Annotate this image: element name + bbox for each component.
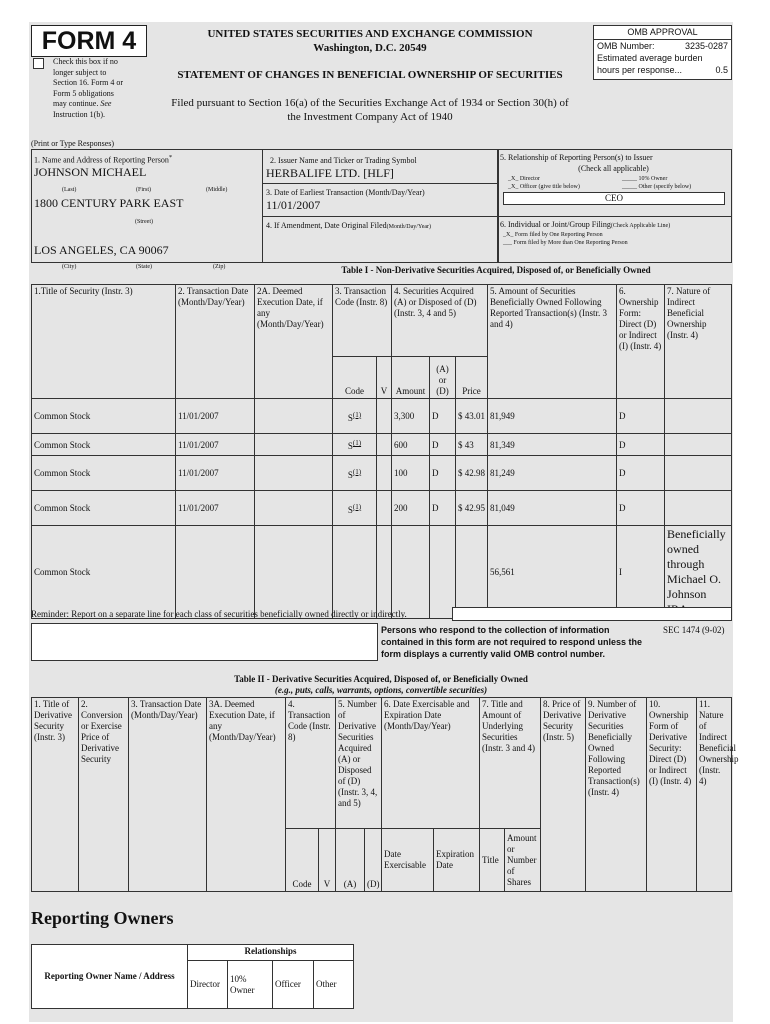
t2-h-code: 4. Transaction Code (Instr. 8) — [286, 698, 336, 829]
cell-nature — [665, 491, 732, 526]
cell-owned: 81,249 — [488, 456, 617, 491]
cell-security: Common Stock — [32, 526, 176, 619]
table-row — [32, 434, 732, 456]
form-title: FORM 4 — [31, 25, 147, 57]
t2-h-title-sub: Title — [480, 829, 505, 892]
cell-security: Common Stock — [32, 456, 176, 491]
ro-relationships-header: Relationships — [188, 945, 354, 961]
cell-code: $S^{(1)}$ — [333, 456, 377, 491]
commission-location: Washington, D.C. 20549 — [313, 42, 427, 54]
t1-h-amount: Amount — [392, 357, 430, 399]
persons-notice: Persons who respond to the collection of information contained in this form are not required to respond unless the form displays a currently valid OMB control number. — [381, 625, 643, 659]
table2-subtitle: (e.g., puts, calls, warrants, options, convertible securities) — [274, 685, 488, 695]
t1-h-ownership: 6. Ownership Form: Direct (D) or Indirect (I) (Instr. 4) — [617, 285, 665, 399]
first-label: (First) — [136, 187, 151, 193]
box5-check-all: (Check all applicable) — [578, 164, 649, 173]
table-row — [32, 456, 732, 491]
cell-security: Common Stock — [32, 491, 176, 526]
table1-non-derivative — [31, 284, 732, 619]
checkbox-instruction: Check this box if no longer subject to Section 16. Form 4 or Form 5 obligations may continue. See Instruction 1(b). — [53, 57, 123, 119]
middle-label: (Middle) — [206, 187, 228, 193]
t1-h-code: 3. Transaction Code (Instr. 8) — [333, 285, 392, 357]
reporting-owners-table — [31, 944, 354, 1009]
t2-h-expiration: Expiration Date — [434, 829, 480, 892]
t1-h-title: 1.Title of Security (Instr. 3) — [32, 285, 176, 399]
zip-label: (Zip) — [213, 264, 226, 270]
reminder-text: Reminder: Report on a separate line for each class of securities beneficially owned directly or indirectly. — [31, 609, 407, 619]
table1-title: Table I - Non-Derivative Securities Acquired, Disposed of, or Beneficially Owned — [341, 265, 651, 275]
reporting-person-city: LOS ANGELES, CA 90067 — [34, 243, 169, 257]
t1-h-amount-owned: 5. Amount of Securities Beneficially Owned Following Reported Transaction(s) (Instr. 3 and 4) — [488, 285, 617, 399]
omb-title: OMB APPROVAL — [594, 26, 731, 40]
cell-ad: D — [430, 456, 456, 491]
city-label: (City) — [62, 264, 77, 270]
t1-h-v: V — [377, 357, 392, 399]
t2-h-date: 3. Transaction Date (Month/Day/Year) — [129, 698, 207, 892]
table-row — [32, 491, 732, 526]
table2-title: Table II - Derivative Securities Acquired, Disposed of, or Beneficially Owned — [234, 674, 528, 684]
cell-owned: 56,561 — [488, 526, 617, 619]
cell-price: $ 42.95 — [456, 491, 488, 526]
box3-label: 3. Date of Earliest Transaction (Month/Day/Year) — [266, 188, 425, 197]
box4-label: 4. If Amendment, Date Original Filed(Month/Day/Year) — [266, 221, 432, 230]
statement-title: STATEMENT OF CHANGES IN BENEFICIAL OWNERSHIP OF SECURITIES — [177, 69, 563, 81]
box2-label: 2. Issuer Name and Ticker or Trading Symbol — [270, 156, 417, 165]
t1-h-aord: (A) or (D) — [430, 357, 456, 399]
omb-number-label: OMB Number: — [597, 41, 655, 51]
t1-h-securities: 4. Securities Acquired (A) or Disposed of (D) (Instr. 3, 4 and 5) — [392, 285, 488, 357]
omb-burden-label: Estimated average burden — [597, 53, 703, 63]
cell-form: I — [617, 526, 665, 619]
reminder-box — [452, 607, 732, 621]
ten-pct-owner-checkbox[interactable]: _____ 10% Owner — [622, 176, 668, 182]
footnote-link[interactable]: (1) — [352, 439, 362, 447]
t1-h-price: Price — [456, 357, 488, 399]
officer-checkbox[interactable]: _X_ Officer (give title below) — [508, 184, 580, 190]
cell-owned: 81,949 — [488, 399, 617, 434]
cell-date: 11/01/2007 — [176, 434, 255, 456]
t2-h-date-exercisable: Date Exercisable — [382, 829, 434, 892]
t2-h-nature: 11. Nature of Indirect Beneficial Ownership (Instr. 4) — [697, 698, 732, 892]
t2-h-exercisable: 6. Date Exercisable and Expiration Date (Month/Day/Year) — [382, 698, 480, 829]
cell-nature — [665, 434, 732, 456]
omb-number-value: 3235-0287 — [684, 41, 728, 51]
t2-h-code-sub: Code — [286, 829, 319, 892]
print-note: (Print or Type Responses) — [31, 139, 115, 148]
ro-other-header: Other — [314, 961, 354, 1009]
cell-nature: Beneficially owned through Michael O. Johnson — [665, 526, 732, 619]
t2-h-number-owned: 9. Number of Derivative Securities Beneficially Owned Following Reported Transaction(s) (Instr. 4) — [586, 698, 647, 892]
reporting-person-address: 1800 CENTURY PARK EAST — [34, 196, 184, 210]
t2-h-v: V — [319, 829, 336, 892]
ro-name-address-header: Reporting Owner Name / Address — [32, 945, 188, 1009]
t2-h-price: 8. Price of Derivative Security (Instr. 5) — [541, 698, 586, 892]
cell-amount: 3,300 — [392, 399, 430, 434]
no-longer-subject-checkbox[interactable] — [33, 58, 44, 69]
ro-ten-pct-header: 10% Owner — [228, 961, 273, 1009]
t2-h-ownership: 10. Ownership Form of Derivative Security: Direct (D) or Indirect (I) (Instr. 4) — [647, 698, 697, 892]
street-label: (Street) — [135, 219, 153, 225]
t2-h-d: (D) — [365, 829, 382, 892]
cell-date: 11/01/2007 — [176, 491, 255, 526]
cell-form: D — [617, 491, 665, 526]
cell-form: D — [617, 434, 665, 456]
cell-date: 11/01/2007 — [176, 399, 255, 434]
t2-h-title: 1. Title of Derivative Security (Instr. 3) — [32, 698, 79, 892]
t1-h-date: 2. Transaction Date (Month/Day/Year) — [176, 285, 255, 399]
cell-owned: 81,349 — [488, 434, 617, 456]
cell-security: Common Stock — [32, 434, 176, 456]
state-label: (State) — [136, 264, 152, 270]
t1-h-code-sub: Code — [333, 357, 377, 399]
box6-label: 6. Individual or Joint/Group Filing(Check Applicable Line) — [500, 220, 671, 229]
cell-ad: D — [430, 434, 456, 456]
reporting-person-name: JOHNSON MICHAEL — [34, 165, 147, 179]
table2-derivative — [31, 697, 739, 892]
table-row — [32, 399, 732, 434]
other-checkbox[interactable]: _____ Other (specify below) — [622, 184, 692, 190]
cell-price: $ 43 — [456, 434, 488, 456]
cell-form: D — [617, 399, 665, 434]
t2-h-amount-shares: Amount or Number of Shares — [505, 829, 541, 892]
blank-notice-box — [31, 623, 378, 661]
cell-date: 11/01/2007 — [176, 456, 255, 491]
filed-pursuant: Filed pursuant to Section 16(a) of the Securities Exchange Act of 1934 or Section 30(h) of the Investment Company Act of 1940 — [171, 97, 569, 123]
officer-title: CEO — [503, 192, 725, 205]
ro-officer-header: Officer — [273, 961, 314, 1009]
t2-h-conversion: 2. Conversion or Exercise Price of Derivative Security — [79, 698, 129, 892]
t1-h-nature: 7. Nature of Indirect Beneficial Ownership (Instr. 4) — [665, 285, 732, 399]
earliest-transaction-date: 11/01/2007 — [266, 198, 321, 212]
t1-h-deemed: 2A. Deemed Execution Date, if any (Month/Day/Year) — [255, 285, 333, 399]
cell-amount: 600 — [392, 434, 430, 456]
cell-ad: D — [430, 399, 456, 434]
table-row — [32, 526, 732, 619]
t2-h-number: 5. Number of Derivative Securities Acquired (A) or Disposed of (D) (Instr. 3, 4, and 5) — [336, 698, 382, 829]
box1-label: 1. Name and Address of Reporting Person* — [34, 154, 173, 165]
cell-nature — [665, 399, 732, 434]
box5-label: 5. Relationship of Reporting Person(s) to Issuer — [500, 153, 653, 162]
footnote-link[interactable]: (1) — [352, 502, 362, 511]
commission-name: UNITED STATES SECURITIES AND EXCHANGE COMMISSION — [207, 28, 533, 40]
sec-number: SEC 1474 (9-02) — [663, 625, 725, 635]
cell-nature — [665, 456, 732, 491]
cell-price: $ 43.01 — [456, 399, 488, 434]
more-persons-option[interactable]: ___ Form filed by More than One Reporting Person — [503, 240, 628, 246]
cell-price: $ 42.98 — [456, 456, 488, 491]
cell-form: D — [617, 456, 665, 491]
cell-owned: 81,049 — [488, 491, 617, 526]
cell-code: $S^{(1)}$ — [333, 399, 377, 434]
ro-director-header: Director — [188, 961, 228, 1009]
t2-h-a: (A) — [336, 829, 365, 892]
omb-approval-box — [593, 25, 732, 80]
one-person-option[interactable]: _X_ Form filed by One Reporting Person — [503, 232, 603, 238]
cell-code: $S^{(1)}$ — [333, 434, 377, 456]
cell-security: Common Stock — [32, 399, 176, 434]
t2-h-underlying: 7. Title and Amount of Underlying Securities (Instr. 3 and 4) — [480, 698, 541, 829]
cell-amount: 200 — [392, 491, 430, 526]
omb-hours-value: 0.5 — [715, 65, 728, 75]
reporting-owners-heading: Reporting Owners — [31, 908, 174, 928]
footnote-link[interactable]: (1) — [352, 467, 362, 476]
cell-ad: D — [430, 491, 456, 526]
t2-h-deemed: 3A. Deemed Execution Date, if any (Month/Day/Year) — [207, 698, 286, 892]
issuer-name: HERBALIFE LTD. [HLF] — [266, 166, 394, 180]
last-label: (Last) — [62, 187, 77, 193]
cell-amount: 100 — [392, 456, 430, 491]
footnote-link[interactable]: (1) — [352, 410, 362, 419]
director-checkbox[interactable]: _X_ Director — [508, 176, 540, 182]
cell-code: $S^{(1)}$ — [333, 491, 377, 526]
omb-hours-label: hours per response... — [597, 65, 683, 75]
